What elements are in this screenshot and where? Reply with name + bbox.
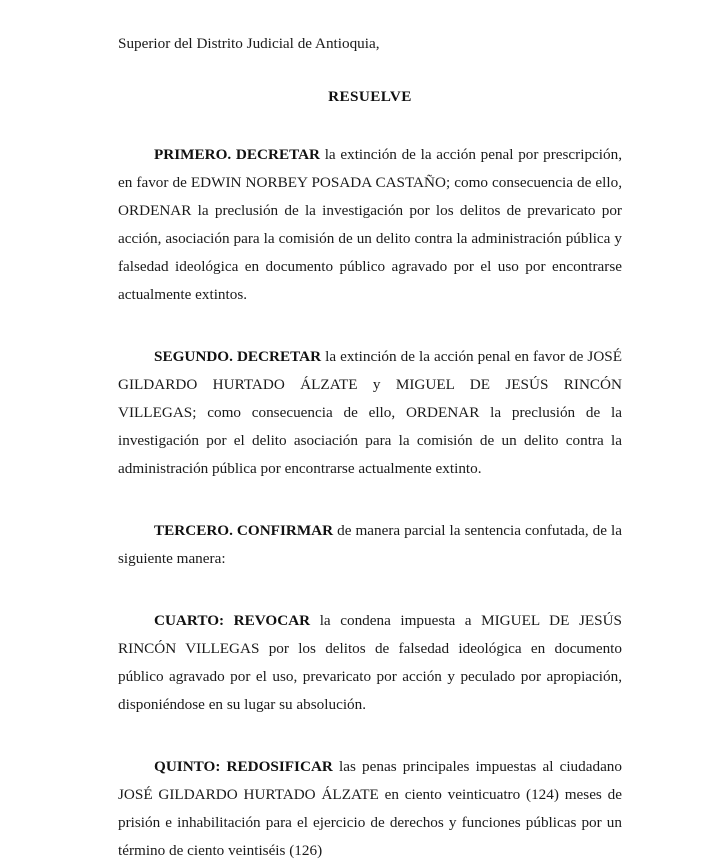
continuation-line: Superior del Distrito Judicial de Antioquia, [118, 35, 380, 52]
resolution-marker-primero: PRIMERO. [154, 146, 232, 163]
resolution-primero [118, 141, 622, 309]
section-heading-resuelve: RESUELVE [328, 88, 412, 105]
resolution-verb-segundo: DECRETAR [236, 348, 322, 365]
document-body [118, 30, 622, 865]
resolution-text-tercero: de manera parcial la sentencia confutada, de la siguiente manera: [118, 522, 622, 567]
spacer [118, 309, 622, 343]
spacer [118, 483, 622, 517]
spacer [118, 719, 622, 753]
resolution-text-cuarto: la condena impuesta a MIGUEL DE JESÚS RINCÓN VILLEGAS por los delitos de falsedad ideológica en documento público agravado por el uso, prevaricato por acción y peculado por apropiación, disponiéndose en su lugar su absolución. [118, 612, 623, 713]
resolution-verb-quinto: REDOSIFICAR [226, 758, 333, 775]
resolution-verb-primero: DECRETAR [235, 146, 321, 163]
resolution-tercero [118, 517, 622, 573]
resolution-text-primero: la extinción de la acción penal por prescripción, en favor de EDWIN NORBEY POSADA CASTAÑO; como consecuencia de ello, ORDENAR la preclusión de la investigación por los delitos de prevaricato por acción, asociación para la comisión de un delito contra la administración pública y falsedad ideológica en documento público agravado por el uso por encontrarse actualmente extintos. [118, 146, 622, 303]
spacer [118, 573, 622, 607]
resolution-marker-segundo: SEGUNDO. [154, 348, 233, 365]
resolution-segundo [118, 343, 622, 483]
resolution-text-segundo: la extinción de la acción penal en favor de JOSÉ GILDARDO HURTADO ÁLZATE y MIGUEL DE JESÚS RINCÓN VILLEGAS; como consecuencia de ello, ORDENAR la preclusión de la investigación por el delito asociación para la comisión de un delito contra la administración pública por encontrarse actualmente extinto. [118, 348, 623, 477]
resolution-verb-cuarto: REVOCAR [233, 612, 311, 629]
resolution-quinto [118, 753, 622, 865]
resolution-marker-quinto: QUINTO: [154, 758, 221, 775]
spacer [118, 111, 622, 141]
resolution-marker-tercero: TERCERO. [154, 522, 233, 539]
resolution-verb-tercero: CONFIRMAR [236, 522, 334, 539]
resolution-text-quinto: las penas principales impuestas al ciudadano JOSÉ GILDARDO HURTADO ÁLZATE en ciento veinticuatro (124) meses de prisión e inhabilitación para el ejercicio de derechos y funciones públicas por un término de ciento veintiséis (126) [118, 758, 622, 859]
spacer [118, 58, 622, 83]
resolution-marker-cuarto: CUARTO: [154, 612, 225, 629]
resolution-cuarto [118, 607, 622, 719]
